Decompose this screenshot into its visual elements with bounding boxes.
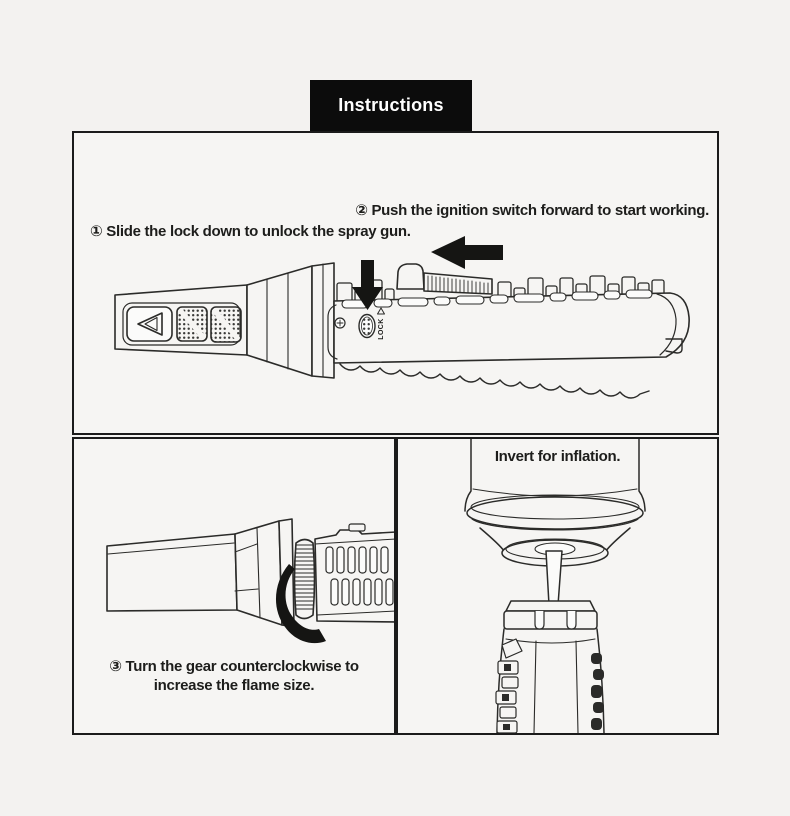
inflation-drawing: [398, 439, 717, 733]
step-3-caption: ③ Turn the gear counterclockwise to increase the flame size.: [109, 658, 359, 695]
panel-flame-adjustment: [72, 437, 396, 735]
panel-inflation: [396, 437, 719, 735]
arrow-left-icon: [431, 236, 503, 269]
panel-operating-steps: [72, 131, 719, 435]
canister-valve-stem: [546, 551, 562, 605]
lock-label: LOCK: [377, 318, 385, 340]
spray-gun-side-view-drawing: [74, 133, 717, 433]
page-title: Instructions: [338, 95, 444, 115]
step-2-caption: ② Push the ignition switch forward to start working.: [355, 202, 709, 219]
nozzle-barrel: [115, 285, 247, 355]
flame-adjust-gear: [295, 540, 315, 619]
title-banner: [310, 80, 472, 131]
step-1-caption: ① Slide the lock down to unlock the spray gun.: [90, 223, 411, 240]
nozzle-cone: [247, 263, 334, 378]
ignition-switch: [397, 264, 492, 294]
gun-body: [315, 524, 394, 622]
inflation-caption: Invert for inflation.: [494, 448, 621, 465]
grip-wave-edge: [340, 364, 649, 398]
inverted-spray-gun: [496, 601, 604, 733]
nozzle-barrel: [107, 534, 237, 611]
